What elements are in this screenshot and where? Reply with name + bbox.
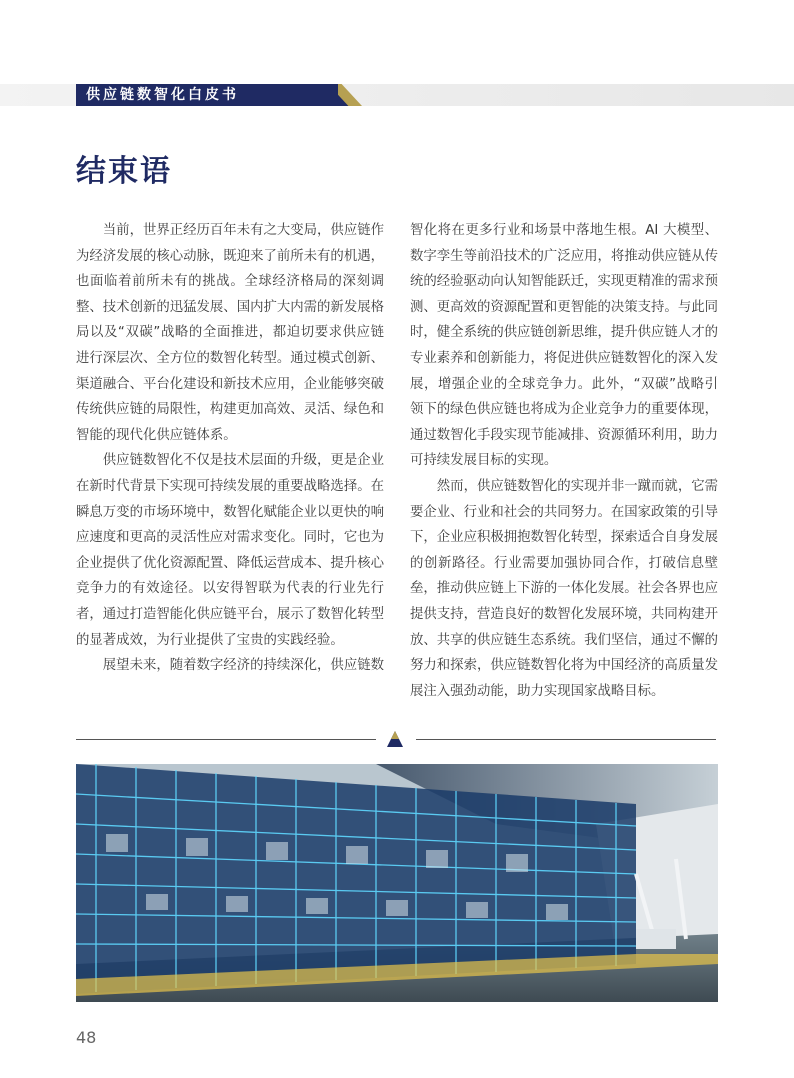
right-column — [410, 218, 718, 704]
header-label: 供应链数智化白皮书 — [86, 87, 239, 103]
section-divider — [76, 730, 716, 750]
divider-line-left — [76, 739, 376, 740]
warehouse-illustration — [76, 764, 718, 1002]
paragraph-3: 展望未来，随着数字经济的持续深化，供应链数 — [102, 658, 384, 674]
paragraph-3-continued: 智化将在更多行业和场景中落地生根。AI 大模型、数字孪生等前沿技术的广泛应用，将推动供应链从传统的经验驱动向认知智能跃迁，实现更精准的需求预测、更高效的资源配置和更智能的决策支持。与此同时，健全系统的供应链创新思维，提升供应链人才的专业素养和创新能力，将促进供应链数智化的深入发展，增强企业的全球竞争力。此外，“双碳”战略引领下的绿色供应链也将成为企业竞争力的重要体现，通过数智化手段实现节能减排、资源循环利用，助力可持续发展目标的实现。 — [410, 223, 718, 469]
automated-warehouse-photo — [76, 764, 718, 1002]
page-title: 结束语 — [76, 154, 172, 189]
page-number: 48 — [76, 1028, 97, 1047]
header-label-box — [76, 84, 338, 106]
left-column — [76, 218, 384, 679]
paragraph-4: 然而，供应链数智化的实现并非一蹴而就，它需要企业、行业和社会的共同努力。在国家政策的引导下，企业应积极拥抱数智化转型，探索适合自身发展的创新路径。行业需要加强协同合作，打破信息壁垒，推动供应链上下游的一体化发展。社会各界也应提供支持，营造良好的数智化发展环境，共同构建开放、共享的供应链生态系统。我们坚信，通过不懈的努力和探索，供应链数智化将为中国经济的高质量发展注入强劲动能，助力实现国家战略目标。 — [410, 478, 718, 699]
paragraph-1: 当前，世界正经历百年未有之大变局，供应链作为经济发展的核心动脉，既迎来了前所未有的机遇，也面临着前所未有的挑战。全球经济格局的深刻调整、技术创新的迅猛发展、国内扩大内需的新发展格局以及“双碳”战略的全面推进，都迫切要求供应链进行深层次、全方位的数智化转型。通过模式创新、渠道融合、平台化建设和新技术应用，企业能够突破传统供应链的局限性，构建更加高效、灵活、绿色和智能的现代化供应链体系。 — [76, 223, 384, 443]
triangle-emblem-icon — [386, 730, 404, 748]
paragraph-2: 供应链数智化不仅是技术层面的升级，更是企业在新时代背景下实现可持续发展的重要战略选择。在瞬息万变的市场环境中，数智化赋能企业以更快的响应速度和更高的灵活性应对需求变化。同时，它也为企业提供了优化资源配置、降低运营成本、提升核心竞争力的有效途径。以安得智联为代表的行业先行者，通过打造智能化供应链平台，展示了数智化转型的显著成效，为行业提供了宝贵的实践经验。 — [76, 453, 384, 648]
divider-line-right — [416, 739, 716, 740]
